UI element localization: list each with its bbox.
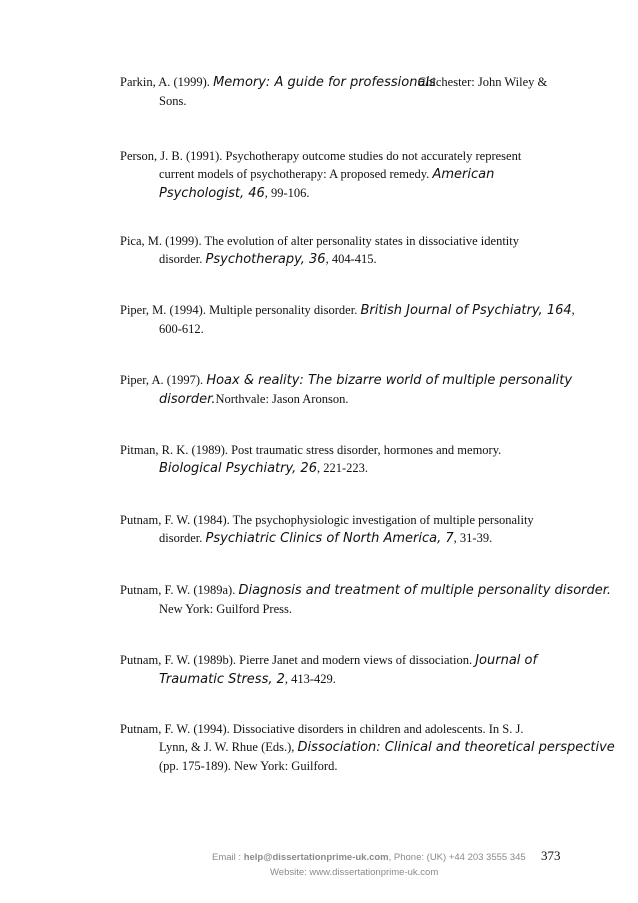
page-number: 373 — [541, 848, 561, 863]
reference-entry: Putnam, F. W. (1989b). Pierre Janet and modern views of dissociation. Journal of Traumatic Stress, 2, 413-429. — [120, 653, 538, 687]
reference-entry: Piper, M. (1994). Multiple personality disorder. British Journal of Psychiatry, 164, 600-612. — [120, 303, 575, 336]
reference-entry: Parkin, A. (1999). Memory: A guide for professionalsChichester: John Wiley & Sons. — [120, 75, 548, 108]
reference-entry: Person, J. B. (1991). Psychotherapy outcome studies do not accurately represent current models of psychotherapy: A proposed remedy. American Psychologist, 46, 99-106. — [120, 149, 522, 201]
reference-entry: Putnam, F. W. (1984). The psychophysiologic investigation of multiple personality disorder. Psychiatric Clinics of North America, 7, 31-39. — [120, 513, 534, 546]
footer-website[interactable]: Website: www.dissertationprime-uk.com — [270, 867, 439, 878]
reference-entry: Putnam, F. W. (1989a). Diagnosis and treatment of multiple personality disorder. New York: Guilford Press. — [120, 583, 612, 616]
footer-contact: Email : help@dissertationprime-uk.com, Phone: (UK) +44 203 3555 345 — [212, 852, 526, 863]
reference-entry: Piper, A. (1997). Hoax & reality: The bizarre world of multiple personality disorder.Northvale: Jason Aronson. — [120, 373, 573, 407]
reference-entry: Putnam, F. W. (1994). Dissociative disorders in children and adolescents. In S. J. Lynn, & J. W. Rhue (Eds.), Dissociation: Clinical and theoretical perspective (pp. 175-189). New York: Guilford. — [120, 722, 615, 773]
reference-entry: Pica, M. (1999). The evolution of alter personality states in dissociative identity disorder. Psychotherapy, 36, 404-415. — [120, 234, 519, 267]
reference-entry: Pitman, R. K. (1989). Post traumatic stress disorder, hormones and memory. Biological Psychiatry, 26, 221-223. — [120, 443, 502, 476]
footer-email-link[interactable]: help@dissertationprime-uk.com — [243, 852, 389, 863]
